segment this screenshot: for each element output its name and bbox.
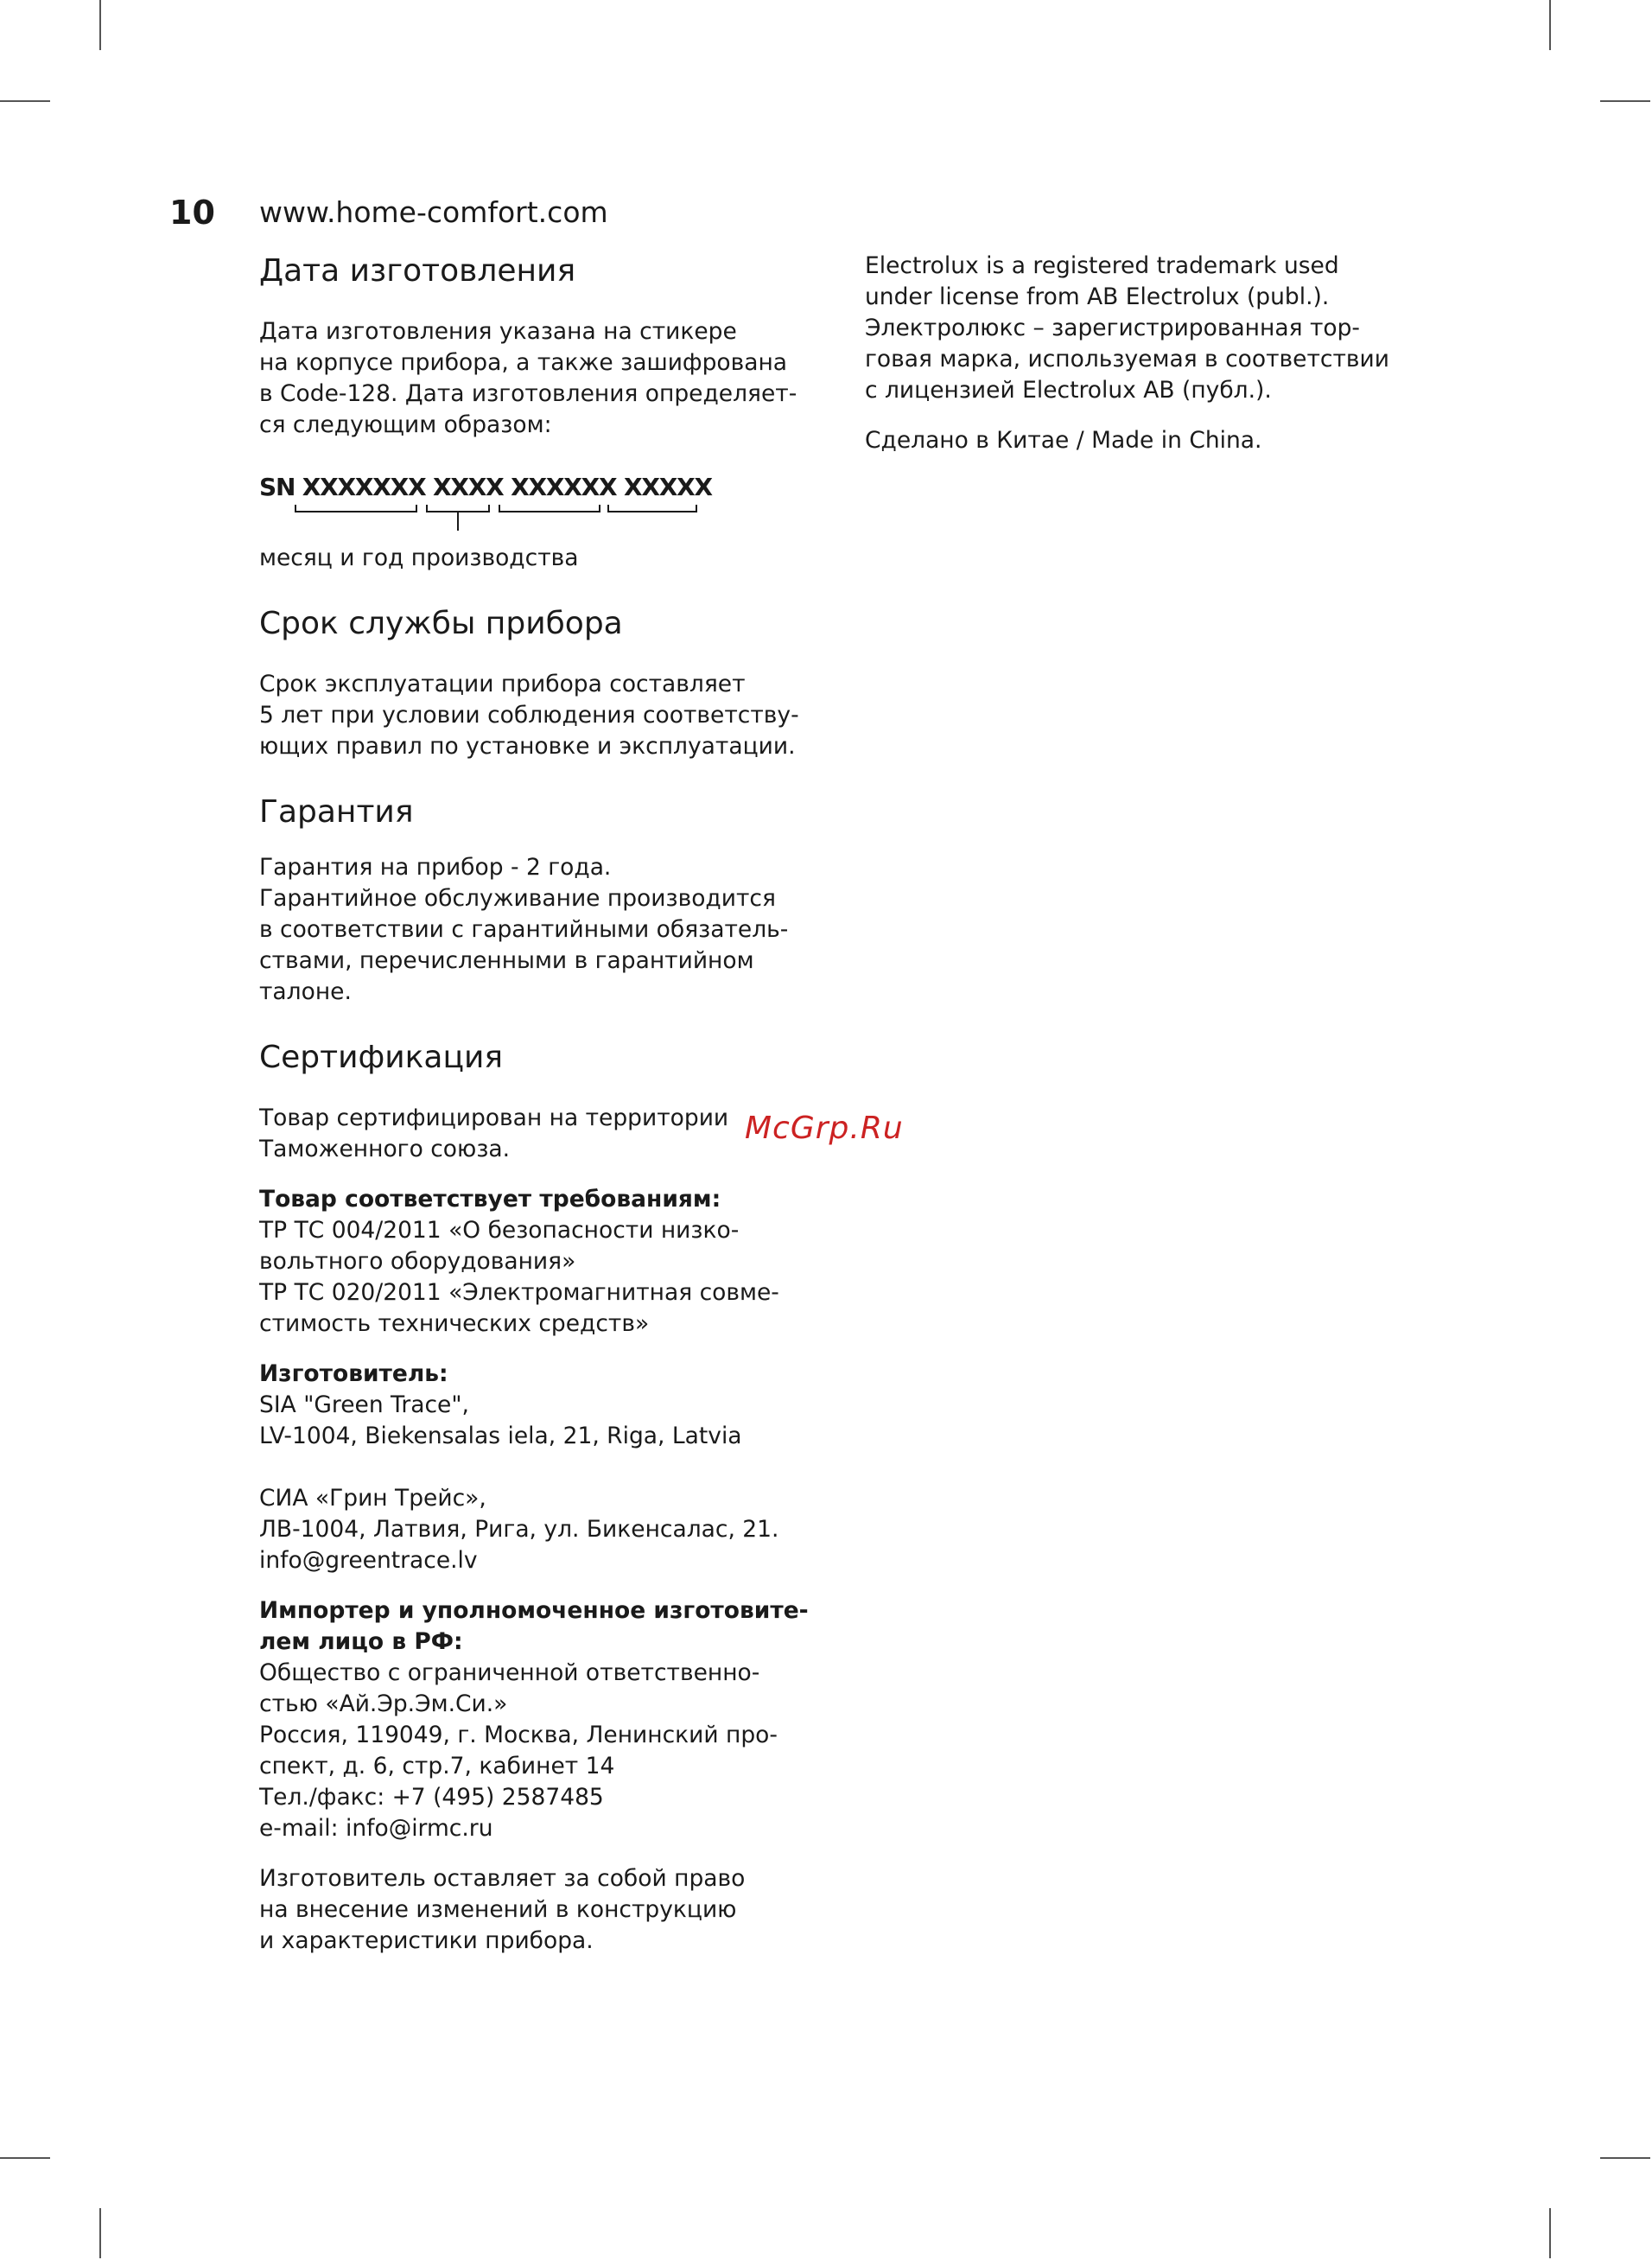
section-certification xyxy=(259,1035,847,1957)
certification-text: Товар сертифицирован на территории Таможенного союза. xyxy=(259,1105,729,1162)
requirements-heading-label: Товар соответствует требованиям: xyxy=(259,1186,721,1213)
manufacturer-text: SIA "Green Trace", LV-1004, Biekensalas iela, 21, Riga, Latvia СИА «Грин Трейс», ЛВ-1004, Латвия, Рига, ул. Бикенсалас, 21. info@greentrace.lv xyxy=(259,1391,779,1574)
importer-heading-label: Импортер и уполномоченное изготовите- лем лицо в РФ: xyxy=(259,1597,809,1655)
crop-mark-bottom-right xyxy=(1549,2208,1551,2258)
right-column xyxy=(865,251,1461,456)
manufacture-date-text: Дата изготовления указана на стикере на корпусе прибора, а также зашифрована в Code-128. Дата изготовления определяет- ся следующим образом: xyxy=(259,318,797,438)
left-column xyxy=(259,249,847,1957)
serial-caption: месяц и год производства xyxy=(259,544,579,571)
bracket-serial-part-1 xyxy=(295,505,416,512)
disclaimer-text: Изготовитель оставляет за собой право на внесение изменений в конструкцию и характеристики прибора. xyxy=(259,1865,746,1954)
section-manufacture-date xyxy=(259,249,847,574)
warranty-title: Гарантия xyxy=(259,794,414,830)
watermark-text: McGrp.Ru xyxy=(745,1111,904,1146)
serial-bracket-diagram xyxy=(259,503,708,543)
crop-mark-left-bottom xyxy=(0,2157,50,2159)
section-warranty xyxy=(259,790,847,1008)
trademark-text: Electrolux is a registered trademark used under license from AB Electrolux (publ.). Электролюкс – зарегистрированная тор- говая марка, используемая в соответствии с лицензией Electrolux AB (публ.). xyxy=(865,252,1389,404)
manufacturer-heading-label: Изготовитель: xyxy=(259,1360,448,1387)
made-in-text: Сделано в Китае / Made in China. xyxy=(865,427,1262,454)
crop-mark-top-left xyxy=(99,0,101,50)
site-url: www.home-comfort.com xyxy=(259,195,608,229)
crop-mark-right-top xyxy=(1600,100,1650,102)
requirements-heading xyxy=(259,1184,847,1215)
importer-text: Общество с ограниченной ответственно- стью «Ай.Эр.Эм.Си.» Россия, 119049, г. Москва, Ленинский про- спект, д. 6, стр.7, кабинет 14 Тел./факс: +7 (495) 2587485 e-mail: info@irmc.ru xyxy=(259,1659,778,1842)
crop-mark-left-top xyxy=(0,100,50,102)
warranty-text: Гарантия на прибор - 2 года. Гарантийное обслуживание производится в соответствии с гарантийными обязатель- ствами, перечисленными в гарантийном талоне. xyxy=(259,854,789,1005)
section-service-life xyxy=(259,602,847,762)
requirements-text: ТР ТС 004/2011 «О безопасности низко- вольтного оборудования» ТР ТС 020/2011 «Электромагнитная совме- стимость технических средств» xyxy=(259,1217,779,1337)
crop-mark-bottom-left xyxy=(99,2208,101,2258)
bracket-serial-part-2 xyxy=(427,505,489,512)
serial-number-code: SN XXXXXXX XXXX XXXXXX XXXXX xyxy=(259,473,712,501)
bracket-serial-part-3 xyxy=(499,505,600,512)
crop-mark-top-right xyxy=(1549,0,1551,50)
manufacture-date-title: Дата изготовления xyxy=(259,253,576,289)
bracket-serial-part-4 xyxy=(608,505,696,512)
service-life-title: Срок службы прибора xyxy=(259,606,623,641)
page-number: 10 xyxy=(169,194,215,232)
service-life-text: Срок эксплуатации прибора составляет 5 лет при условии соблюдения соответству- ющих правил по установке и эксплуатации. xyxy=(259,671,799,760)
manufacturer-heading xyxy=(259,1359,847,1390)
crop-mark-right-bottom xyxy=(1600,2157,1650,2159)
certification-title: Сертификация xyxy=(259,1040,504,1075)
importer-heading xyxy=(259,1595,847,1658)
